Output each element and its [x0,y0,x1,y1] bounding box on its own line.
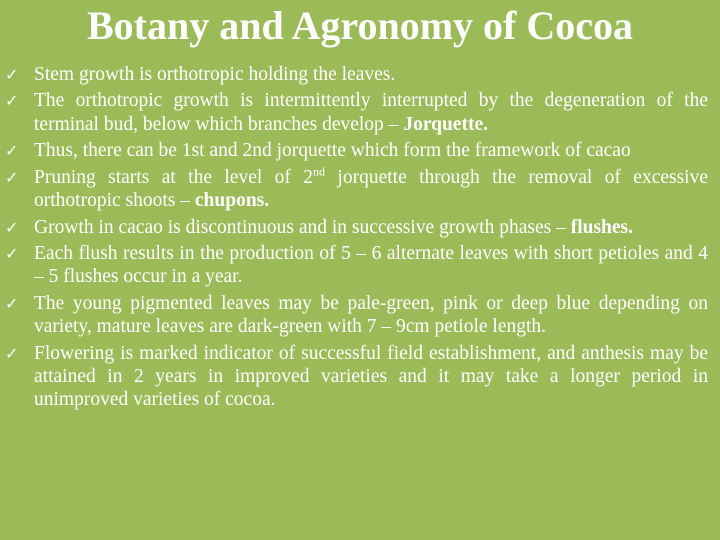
bullet-item-flush-leaves [5,242,708,289]
bullet-item-growth-flushes [5,216,708,239]
checkmark-icon: ✓ [5,91,19,111]
bullet-text: jorquette through the removal of excessive orthotropic shoots – [34,166,708,212]
bullet-text: Flowering is marked indicator of successful field establishment, and anthesis may be attained in 2 years in improved varieties and it may take a longer period in unimproved varieties of cocoa. [34,342,708,411]
checkmark-icon: ✓ [5,244,19,264]
bullet-item-flowering [5,342,708,412]
checkmark-icon: ✓ [5,141,19,161]
bullet-item-pruning [5,166,708,213]
bullet-item-stem-growth [5,63,708,86]
checkmark-icon: ✓ [5,293,19,313]
checkmark-icon: ✓ [5,65,19,84]
slide-title: Botany and Agronomy of Cocoa [87,3,633,48]
bullet-text: Stem growth is orthotropic holding the leaves. [34,64,396,85]
bullet-text-lead: Pruning starts at the level of 2 [34,166,314,188]
bullet-text: Each flush results in the production of 5 – 6 alternate leaves with short petioles and 4 – 5 flushes occur in a year. [34,243,708,288]
bullet-item-jorquettes [5,139,708,162]
bullet-list [5,63,708,415]
checkmark-icon: ✓ [5,167,19,187]
bullet-item-orthotropic-growth [5,89,708,136]
bullet-text: Growth in cacao is discontinuous and in successive growth phases – [34,216,571,238]
checkmark-icon: ✓ [5,217,19,237]
bullet-bold-term: chupons. [194,190,270,212]
bullet-bold-term: flushes. [570,216,634,238]
bullet-text: The young pigmented leaves may be pale-green, pink or deep blue depending on variety, mature leaves are dark-green with 7 – 9cm petiole length. [34,292,708,338]
bullet-text: The orthotropic growth is intermittently interrupted by the degeneration of the terminal bud, below which branches develop – [34,90,708,135]
bullet-text: Thus, there can be 1st and 2nd jorquette which form the framework of cacao [34,140,631,162]
bullet-item-young-leaves [5,292,708,339]
checkmark-icon: ✓ [5,343,19,363]
bullet-bold-term: Jorquette. [403,113,488,135]
ordinal-suffix: nd [313,164,326,179]
